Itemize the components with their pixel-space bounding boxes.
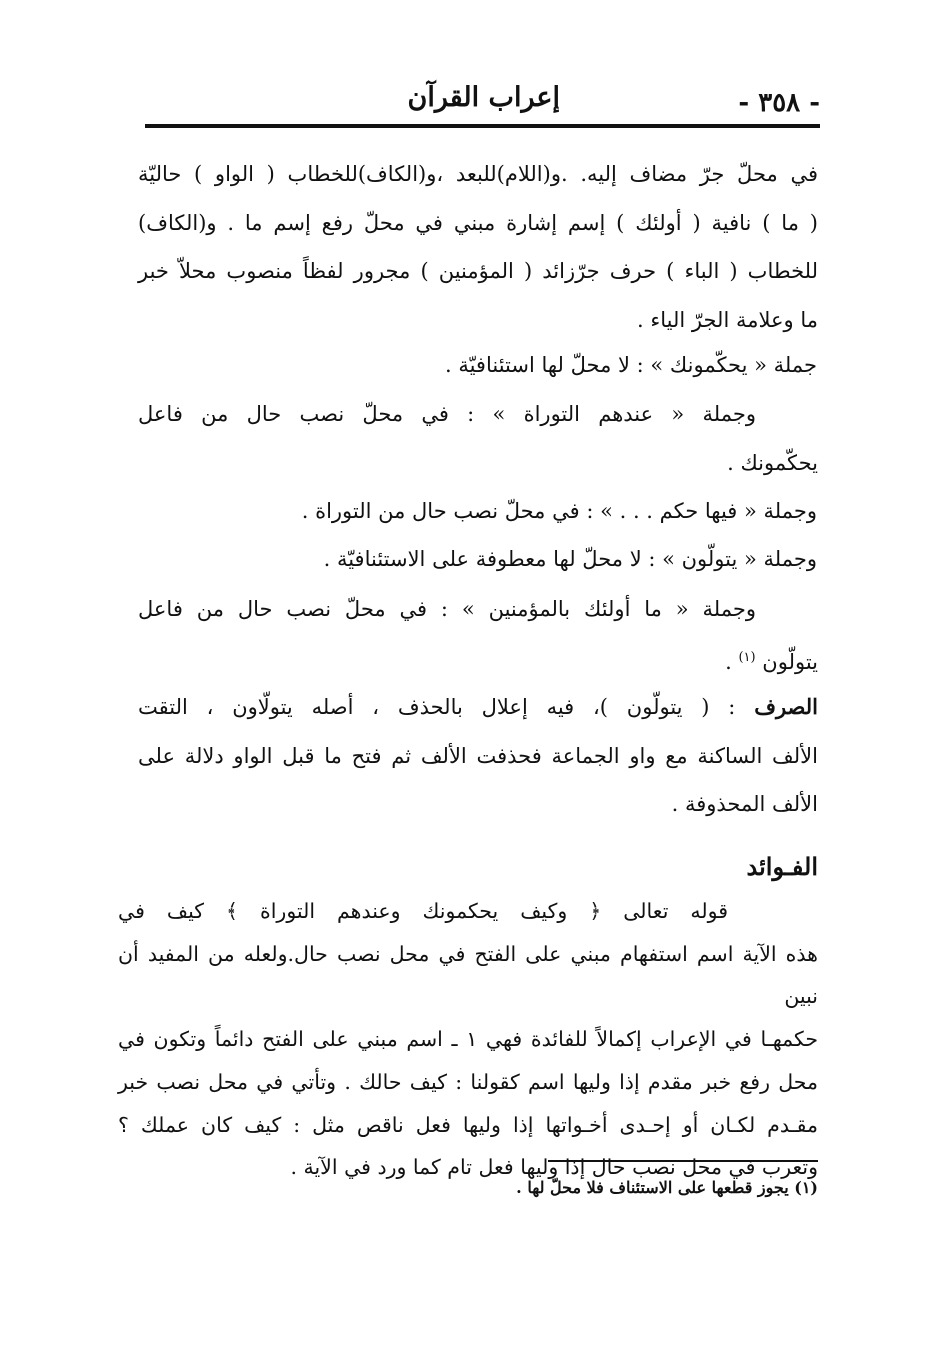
text-line [138, 634, 818, 687]
page-number: - ٣٥٨ - [738, 88, 820, 118]
text-line: الألف المحذوفة . [671, 792, 818, 816]
text-line: وجملة « عندهم التوراة » : في محلّ نصب حال من فاعل [138, 402, 756, 426]
book-title: إعراب القرآن [407, 82, 560, 113]
benefits-paragraph [118, 890, 818, 1189]
footnote-reference: (١) [738, 649, 756, 665]
morphology-paragraph [138, 683, 818, 829]
text-line: ( ما ) نافية ( أولئك ) إسم إشارة مبني في محلّ رفع إسم ما . و(الكاف) [138, 210, 818, 235]
grammar-paragraph [138, 150, 818, 344]
text-line: في محلّ جرّ مضاف إليه. .و(اللام)للبعد ،و(الكاف)للخطاب ( الواو ) حاليّة [138, 162, 818, 186]
benefits-heading: الفـوائد [746, 852, 818, 881]
text-line: الألف الساكنة مع واو الجماعة فحذفت الألف ثم فتح ما قبل الواو دلالة على [138, 743, 818, 768]
sentence-5 [138, 585, 818, 686]
morphology-text: : ( يتولّون )، فيه إعلال بالحذف ، أصله يتولّاون ، التقت [138, 695, 755, 719]
sentence-5-word: يتولّون [762, 649, 818, 674]
sentence-3: وجملة « فيها حكم . . . » : في محلّ نصب حال من التوراة . [301, 499, 817, 523]
text-line: يحكّمونك . [727, 450, 818, 475]
text-line: للخطاب ( الباء ) حرف جرّزائد ( المؤمنين ) مجرور لفظاً منصوب محلاّ خبر [138, 259, 818, 283]
morphology-term: الصرف [754, 694, 818, 719]
text-line: قوله تعالى ﴿ وكيف يحكمونك وعندهم التوراة ﴾ كيف في [118, 899, 729, 923]
sentence-1: جملة « يحكّمونك » : لا محلّ لها استئنافيّة . [444, 353, 817, 377]
header-divider [145, 124, 820, 128]
sentence-5-end: . [725, 649, 739, 674]
sentence-4: وجملة « يتولّون » : لا محلّ لها معطوفة على الاستئنافيّة . [323, 547, 817, 571]
text-line: وتعرب في محل نصب حال إذا وليها فعل تام كما ورد في الآية . [290, 1155, 818, 1180]
text-line: محل رفع خبر مقدم إذا وليها اسم كقولنا : كيف حالك . وتأتي في محل نصب خبر [118, 1069, 818, 1094]
text-line: حكمهـا في الإعراب إكمالاً للفائدة فهي ١ ـ اسم مبني على الفتح دائماً وتكون في [118, 1027, 818, 1052]
sentence-2 [138, 390, 818, 487]
text-line: مقـدم لكـان أو إحـدى أخـواتها إذا وليها فعل ناقص مثل : كيف كان عملك ؟ [118, 1112, 818, 1137]
footnote-divider [548, 1160, 818, 1162]
text-line [138, 683, 818, 732]
text-line: وجملة « ما أولئك بالمؤمنين » : في محلّ نصب حال من فاعل [138, 597, 756, 621]
footnote: (١) يجوز قطعها على الاستئناف فلا محلّ لها . [516, 1178, 818, 1197]
text-line: هذه الآية اسم استفهام مبني على الفتح في محل نصب حال.ولعله من المفيد أن نبين [118, 941, 818, 1009]
page-header [145, 80, 820, 124]
text-line: ما وعلامة الجرّ الياء . [637, 307, 818, 332]
